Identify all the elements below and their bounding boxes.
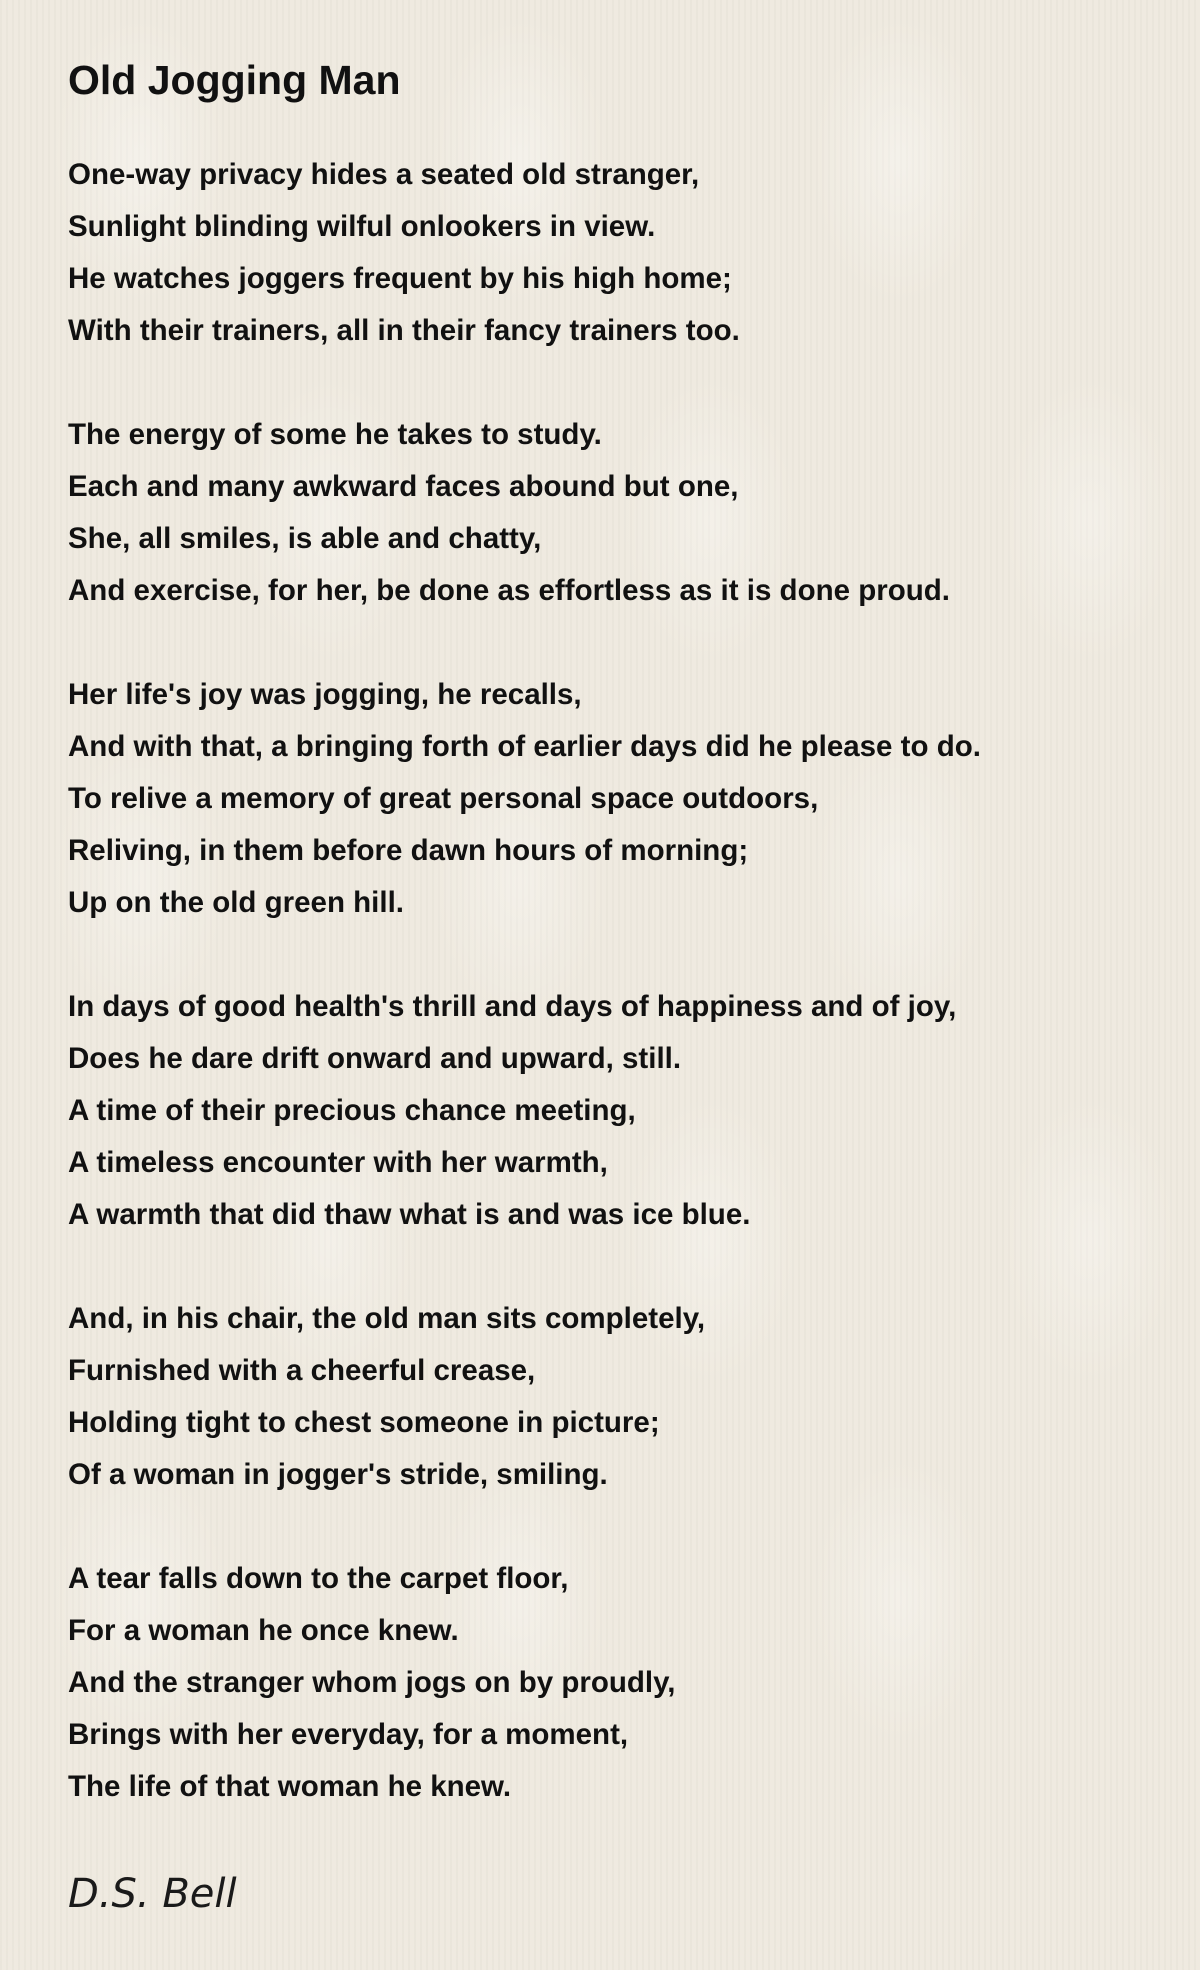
- poem-line: She, all smiles, is able and chatty,: [68, 522, 542, 555]
- poem-line: Does he dare drift onward and upward, still.: [68, 1042, 682, 1075]
- stanza-6: [68, 1553, 981, 1813]
- poem-line: To relive a memory of great personal space outdoors,: [68, 782, 819, 815]
- poem-line: Holding tight to chest someone in picture;: [68, 1406, 660, 1439]
- stanza-2: [68, 409, 981, 617]
- poem-line: And, in his chair, the old man sits completely,: [68, 1302, 706, 1335]
- stanza-1: [68, 149, 981, 357]
- poem-line: Sunlight blinding wilful onlookers in view.: [68, 210, 656, 243]
- poem-line: And exercise, for her, be done as effortless as it is done proud.: [68, 574, 950, 607]
- poem-title: Old Jogging Man: [68, 57, 401, 103]
- poem-line: And with that, a bringing forth of earlier days did he please to do.: [68, 730, 981, 763]
- poem-line: And the stranger whom jogs on by proudly,: [68, 1666, 676, 1699]
- poem-line: With their trainers, all in their fancy trainers too.: [68, 314, 740, 347]
- poem-line: For a woman he once knew.: [68, 1614, 459, 1647]
- poem-line: The life of that woman he knew.: [68, 1770, 512, 1803]
- poem-line: A tear falls down to the carpet floor,: [68, 1562, 569, 1595]
- poem-line: Each and many awkward faces abound but one,: [68, 470, 739, 503]
- poem-line: Reliving, in them before dawn hours of morning;: [68, 834, 749, 867]
- poem-line: A time of their precious chance meeting,: [68, 1094, 636, 1127]
- poem-line: The energy of some he takes to study.: [68, 418, 602, 451]
- poem-line: In days of good health's thrill and days of happiness and of joy,: [68, 990, 957, 1023]
- poem-line: Of a woman in jogger's stride, smiling.: [68, 1458, 608, 1491]
- poem-author: D.S. Bell: [68, 1871, 237, 1917]
- poem-body: [68, 149, 981, 1865]
- poem-line: Furnished with a cheerful crease,: [68, 1354, 536, 1387]
- poem-line: He watches joggers frequent by his high home;: [68, 262, 732, 295]
- poem-line: A warmth that did thaw what is and was ice blue.: [68, 1198, 751, 1231]
- stanza-5: [68, 1293, 981, 1501]
- poem-line: Brings with her everyday, for a moment,: [68, 1718, 629, 1751]
- poem-line: A timeless encounter with her warmth,: [68, 1146, 608, 1179]
- poem-line: Her life's joy was jogging, he recalls,: [68, 678, 582, 711]
- poem-line: Up on the old green hill.: [68, 886, 404, 919]
- poem-line: One-way privacy hides a seated old stranger,: [68, 158, 700, 191]
- stanza-3: [68, 669, 981, 929]
- stanza-4: [68, 981, 981, 1241]
